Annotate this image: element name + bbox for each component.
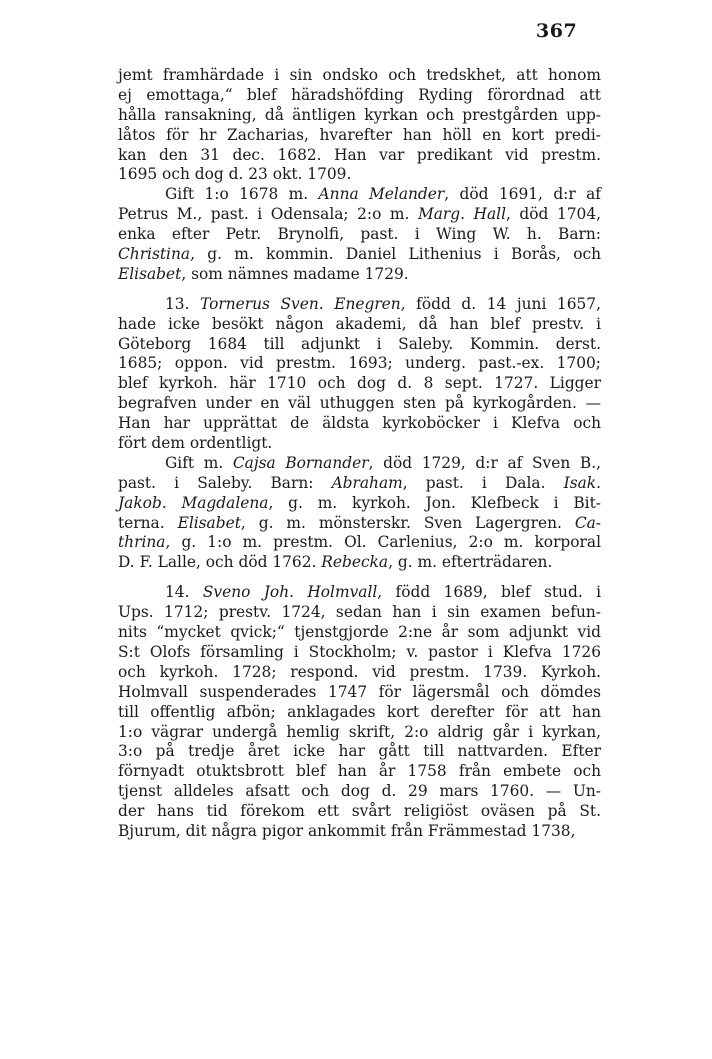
text-line: past. i Saleby. Barn: Abraham, past. i Dala. Isak. [118,473,601,492]
text-line: enka efter Petr. Brynolfi, past. i Wing W. h. Barn: [118,225,601,244]
entry-14-holmvall [118,583,601,842]
text-line: Petrus M., past. i Odensala; 2:o m. Marg. Hall, död 1704, [118,205,602,224]
text-line: och kyrkoh. 1728; respond. vid prestm. 1739. Kyrkoh. [118,662,601,681]
text-line: thrina, g. 1:o m. prestm. Ol. Carlenius, 2:o m. korporal [118,533,601,552]
text-line: Gift m. Cajsa Bornander, död 1729, d:r af Sven B., [165,453,601,472]
text-line: hade icke besökt någon akademi, då han blef prestv. i [118,314,601,333]
text-line: fört dem ordentligt. [118,434,273,453]
text-line: Gift 1:o 1678 m. Anna Melander, död 1691, d:r af [165,185,601,204]
paragraph-continuation [118,66,601,185]
text-line: till offentlig afbön; anklagades kort derefter för att han [118,702,601,721]
text-line: 14. Sveno Joh. Holmvall, född 1689, blef stud. i [165,583,602,602]
page-body [118,66,601,842]
text-line: 1685; oppon. vid prestm. 1693; underg. past.-ex. 1700; [118,354,601,373]
text-line: Elisabet, som nämnes madame 1729. [118,264,409,283]
text-line: jemt framhärdade i sin ondsko och tredskhet, att honom [118,66,601,84]
text-line: tjenst alldeles afsatt och dog d. 29 mars 1760. — Un- [118,782,601,801]
entry-separator [118,285,601,295]
text-line: 1695 och dog d. 23 okt. 1709. [118,165,352,184]
text-line: blef kyrkoh. här 1710 och dog d. 8 sept. 1727. Ligger [118,374,601,393]
text-line: S:t Olofs församling i Stockholm; v. pastor i Klefva 1726 [118,642,601,661]
text-line: D. F. Lalle, och död 1762. Rebecka, g. m. efterträdaren. [118,553,553,572]
text-line: 3:o på tredje året icke har gått till nattvarden. Efter [118,742,601,761]
text-line: begrafven under en väl uthuggen sten på kyrkogården. — [118,394,601,413]
text-line: låtos för hr Zacharias, hvarefter han höll en kort predi- [118,125,601,144]
entry-separator [118,573,601,583]
paragraph-family-melander [118,185,601,284]
text-line: 13. Tornerus Sven. Enegren, född d. 14 juni 1657, [165,294,601,313]
text-line: Ups. 1712; prestv. 1724, sedan han i sin examen befun- [118,603,601,622]
text-line: terna. Elisabet, g. m. mönsterskr. Sven Lagergren. Ca- [118,513,601,532]
text-line: kan den 31 dec. 1682. Han var predikant vid prestm. [118,145,601,164]
text-line: ej emottaga,“ blef häradshöfding Ryding förordnad att [118,85,601,104]
text-line: hålla ransakning, då äntligen kyrkan och prestgården upp- [118,105,601,124]
text-line: nits “mycket qvick;“ tjenstgjorde 2:ne år som adjunkt vid [118,623,601,642]
text-line: förnyadt otuktsbrott blef han år 1758 från embete och [118,762,601,781]
text-line: Bjurum, dit några pigor ankommit från Främmestad 1738, [118,821,576,840]
text-line: Christina, g. m. kommin. Daniel Lithenius i Borås, och [118,245,601,264]
text-line: Han har upprättat de äldsta kyrkoböcker i Klefva och [118,414,601,433]
page-number: 367 [536,20,578,42]
text-line: Jakob. Magdalena, g. m. kyrkoh. Jon. Klefbeck i Bit- [118,493,601,512]
text-line: der hans tid förekom ett svårt religiöst oväsen på St. [118,802,601,821]
text-line: Holmvall suspenderades 1747 för lägersmål och dömdes [118,682,601,701]
entry-13-tornerus [118,295,601,454]
paragraph-family-bornander [118,454,601,573]
text-line: Göteborg 1684 till adjunkt i Saleby. Kommin. derst. [118,334,601,353]
text-line: 1:o vägrar undergå hemlig skrift, 2:o aldrig går i kyrkan, [118,722,601,741]
